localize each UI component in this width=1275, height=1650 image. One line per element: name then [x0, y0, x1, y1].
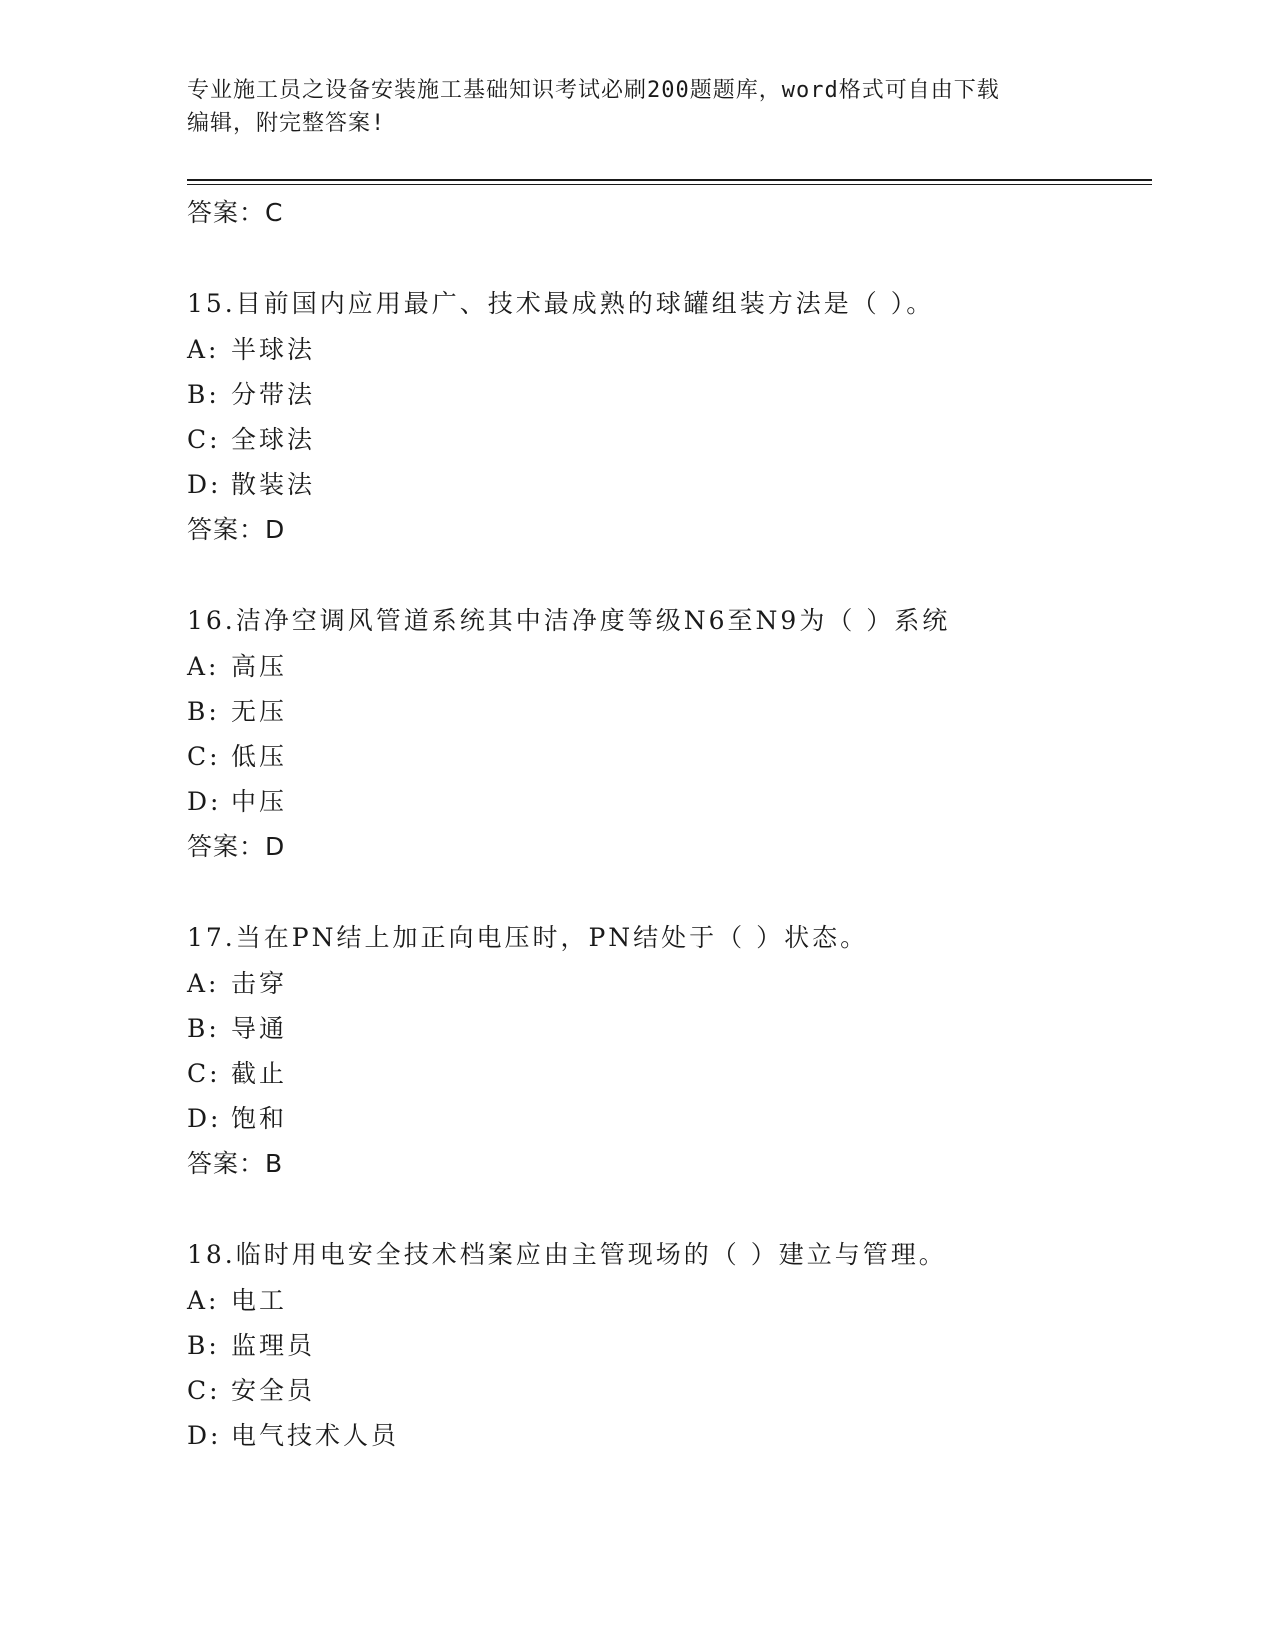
question-block	[187, 281, 1152, 552]
question-text: 18.临时用电安全技术档案应由主管现场的（ ）建立与管理。	[187, 1240, 947, 1269]
answer-line: 答案：B	[187, 1149, 284, 1178]
spacer	[187, 869, 1152, 915]
option-text: 散装法	[231, 470, 316, 499]
header-line-1: 专业施工员之设备安装施工基础知识考试必刷200题题库，word格式可自由下载	[187, 78, 1000, 103]
answer-line: 答案：D	[187, 832, 286, 861]
spacer	[187, 1186, 1152, 1232]
option-letter: B:	[187, 697, 220, 726]
option-text: 击穿	[231, 969, 288, 998]
option-text: 电气技术人员	[231, 1421, 400, 1450]
option-text: 低压	[231, 742, 288, 771]
question-block	[187, 1232, 1152, 1458]
option-letter: B:	[187, 1014, 220, 1043]
document-page	[187, 0, 1152, 1650]
option-text: 安全员	[231, 1376, 316, 1405]
question-block	[187, 915, 1152, 1186]
option-letter: C:	[187, 1376, 221, 1405]
option-text: 无压	[231, 697, 288, 726]
option-text: 监理员	[231, 1331, 316, 1360]
option-letter: C:	[187, 1059, 221, 1088]
option-letter: B:	[187, 1331, 220, 1360]
answer-line: 答案：D	[187, 515, 286, 544]
option-text: 截止	[231, 1059, 288, 1088]
option-text: 饱和	[231, 1104, 288, 1133]
option-text: 分带法	[231, 380, 316, 409]
option-text: 中压	[231, 787, 288, 816]
question-text: 15.目前国内应用最广、技术最成熟的球罐组装方法是（ ）。	[187, 289, 935, 318]
option-d	[187, 1413, 1152, 1458]
option-letter: D:	[187, 470, 222, 499]
option-b	[187, 1323, 1152, 1368]
option-letter: B:	[187, 380, 220, 409]
question-text: 17.当在PN结上加正向电压时，PN结处于（ ）状态。	[187, 923, 869, 952]
option-letter: D:	[187, 1421, 222, 1450]
option-text: 半球法	[231, 335, 316, 364]
header-divider-thin	[187, 184, 1152, 185]
option-letter: A:	[187, 969, 220, 998]
option-d	[187, 1096, 1152, 1141]
question-list	[187, 190, 1152, 1458]
option-text: 电工	[231, 1286, 288, 1315]
option-text: 导通	[231, 1014, 288, 1043]
question-text: 16.洁净空调风管道系统其中洁净度等级N6至N9为（ ）系统	[187, 606, 951, 635]
option-text: 全球法	[231, 425, 316, 454]
option-letter: D:	[187, 1104, 222, 1133]
spacer	[187, 235, 1152, 281]
option-letter: A:	[187, 652, 220, 681]
option-letter: D:	[187, 787, 222, 816]
answer-line: 答案：C	[187, 198, 284, 227]
option-c	[187, 1368, 1152, 1413]
option-b	[187, 1006, 1152, 1051]
option-c	[187, 417, 1152, 462]
option-a	[187, 1278, 1152, 1323]
option-d	[187, 779, 1152, 824]
option-text: 高压	[231, 652, 288, 681]
header-divider-thick	[187, 179, 1152, 181]
option-a	[187, 644, 1152, 689]
option-c	[187, 1051, 1152, 1096]
page-header	[187, 74, 1067, 140]
option-letter: A:	[187, 1286, 220, 1315]
option-c	[187, 734, 1152, 779]
option-d	[187, 462, 1152, 507]
header-line-2: 编辑，附完整答案!	[187, 111, 386, 136]
option-letter: C:	[187, 425, 221, 454]
option-b	[187, 372, 1152, 417]
spacer	[187, 552, 1152, 598]
option-letter: A:	[187, 335, 220, 364]
question-block	[187, 598, 1152, 869]
option-letter: C:	[187, 742, 221, 771]
option-a	[187, 327, 1152, 372]
option-a	[187, 961, 1152, 1006]
option-b	[187, 689, 1152, 734]
